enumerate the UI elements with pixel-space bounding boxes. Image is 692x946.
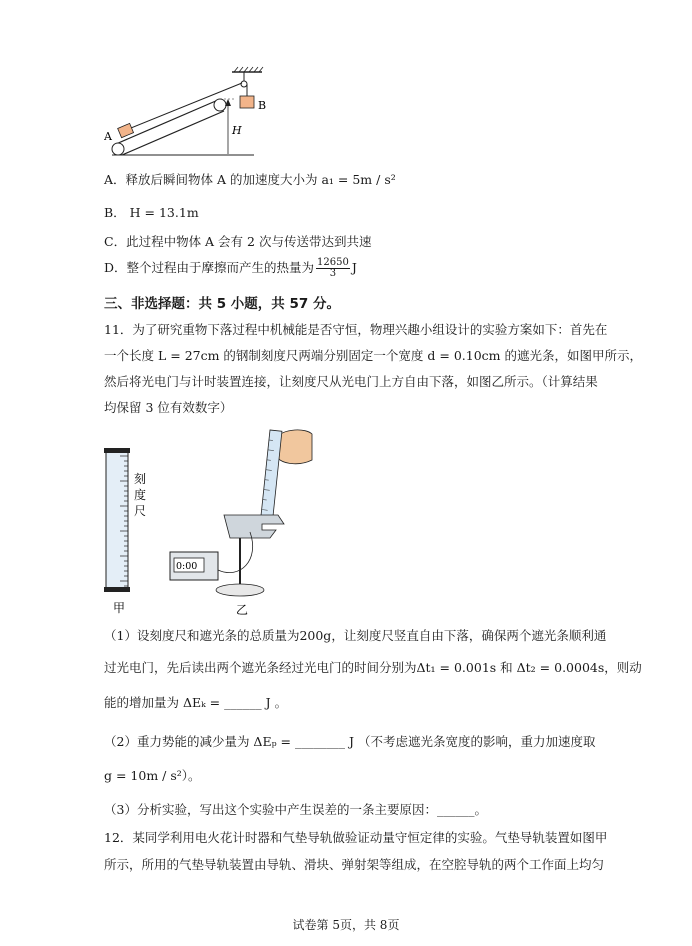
heat-fraction (316, 258, 350, 279)
q11-sub1-line-2: 过光电门，先后读出两个遮光条经过光电门的时间分别为Δt₁ = 0.001s 和 Δt₂ = 0.0004s，则动 (104, 660, 642, 675)
fraction-numerator: 12650 (317, 257, 349, 268)
q12-line-2: 所示，所用的气垫导轨装置由导轨、滑块、弹射架等组成，在空腔导轨的两个工作面上均匀 (104, 857, 605, 872)
ruler-char-3: 尺 (134, 504, 147, 518)
timer-display: 0:00 (176, 561, 198, 572)
section-heading: 三、非选择题：共 5 小题，共 57 分。 (104, 296, 340, 312)
q11-line-4: 均保留 3 位有效数字） (104, 400, 233, 415)
conveyor-figure (104, 62, 284, 162)
label-jia: 甲 (113, 601, 126, 615)
page-footer: 试卷第 5页，共 8页 (292, 918, 400, 932)
option-d-unit: J (351, 260, 357, 275)
label-a: A (104, 130, 112, 143)
option-a: A．释放后瞬间物体 A 的加速度大小为 a₁ = 5m / s² (104, 172, 396, 187)
ruler-char-2: 度 (134, 488, 147, 502)
label-yi: 乙 (236, 603, 249, 617)
label-b: B (258, 99, 267, 112)
q11-line-1: 11．为了研究重物下落过程中机械能是否守恒，物理兴趣小组设计的实验方案如下：首先在 (104, 322, 608, 337)
q11-sub2-line-1: （2）重力势能的减少量为 ΔEₚ = ________ J （不考虑遮光条宽度的影响，重力加速度取 (104, 734, 596, 749)
experiment-figure (100, 420, 320, 620)
ruler-char-1: 刻 (134, 472, 147, 486)
option-d-prefix: D．整个过程由于摩擦而产生的热量为 (104, 260, 315, 275)
option-b: B． H = 13.1m (104, 205, 199, 220)
q11-sub3: （3）分析实验，写出这个实验中产生误差的一条主要原因：______。 (104, 802, 487, 817)
option-c: C．此过程中物体 A 会有 2 次与传送带达到共速 (104, 234, 372, 249)
q12-line-1: 12．某同学利用电火花计时器和气垫导轨做验证动量守恒定律的实验。气垫导轨装置如图甲 (104, 830, 608, 845)
q11-sub1-line-3: 能的增加量为 ΔEₖ = ______ J 。 (104, 695, 288, 710)
q11-sub1-line-1: （1）设刻度尺和遮光条的总质量为200g，让刻度尺竖直自由下落，确保两个遮光条顺利通 (104, 628, 607, 643)
q11-line-3: 然后将光电门与计时装置连接，让刻度尺从光电门上方自由下落，如图乙所示。（计算结果 (104, 374, 598, 389)
q11-sub2-line-2: g = 10m / s²）。 (104, 768, 201, 783)
option-d (104, 258, 357, 279)
fraction-denominator: 3 (329, 268, 337, 279)
label-h: H (232, 124, 242, 137)
q11-line-2: 一个长度 L = 27cm 的钢制刻度尺两端分别固定一个宽度 d = 0.10cm 的遮光条，如图甲所示， (104, 348, 642, 363)
